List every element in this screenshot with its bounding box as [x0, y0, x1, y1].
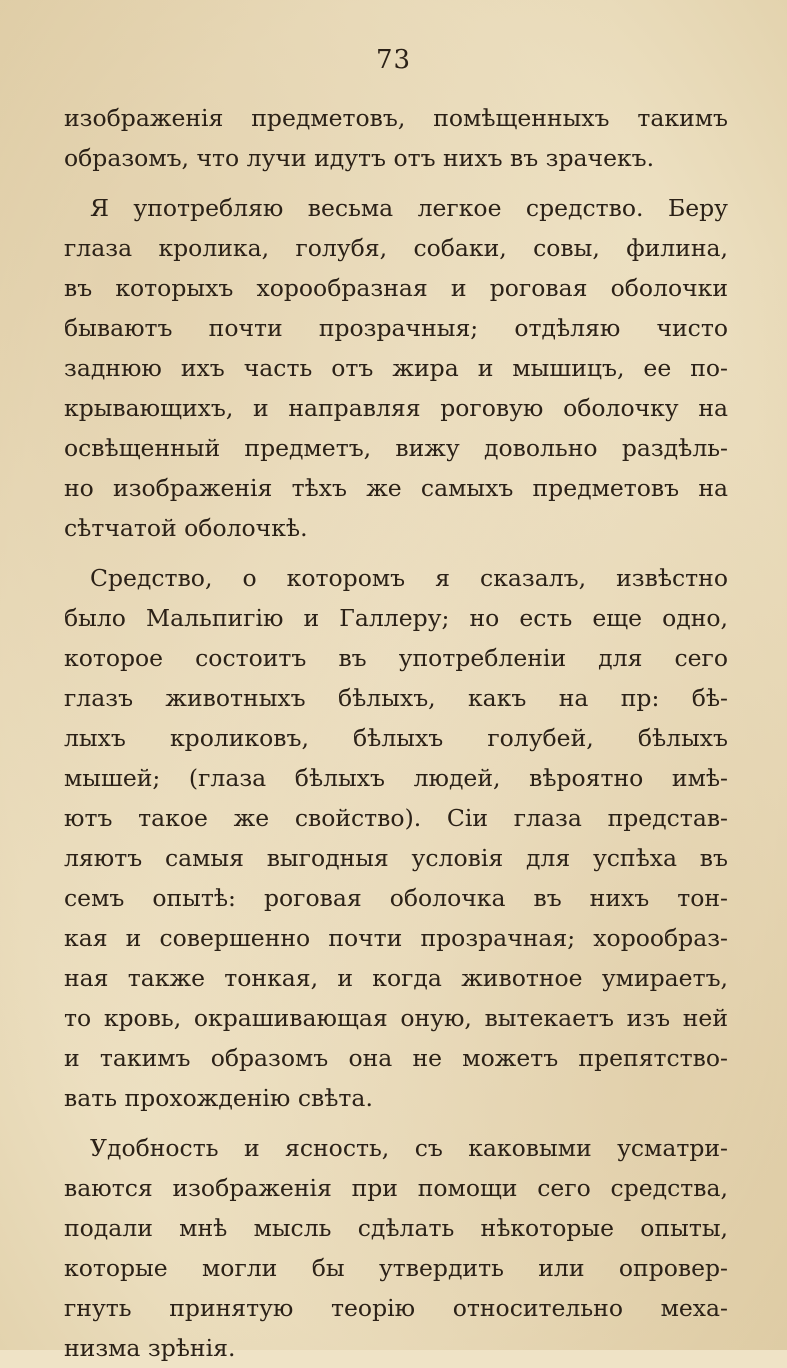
text-line: было Мальпигію и Галлеру; но есть еще одно,: [64, 604, 728, 632]
paragraph-1: [64, 98, 728, 178]
text-line: ная также тонкая, и когда животное умираетъ,: [64, 964, 728, 992]
text-line: Я употребляю весьма легкое средство. Беру: [90, 194, 728, 222]
text-line: глазъ животныхъ бѣлыхъ, какъ на пр: бѣ-: [64, 684, 728, 712]
text-line: и такимъ образомъ она не можетъ препятство-: [64, 1044, 728, 1072]
text-line: то кровь, окрашивающая оную, вытекаетъ изъ ней: [64, 1004, 728, 1032]
text-line: освѣщенный предметъ, вижу довольно раздѣль-: [64, 434, 728, 462]
paragraph-2: [64, 188, 728, 548]
text-line: ляютъ самыя выгодныя условія для успѣха въ: [64, 844, 728, 872]
text-line: кая и совершенно почти прозрачная; хорообраз-: [64, 924, 728, 952]
paragraph-3: [64, 558, 728, 1118]
text-line: но изображенія тѣхъ же самыхъ предметовъ на: [64, 474, 728, 502]
text-line: ваются изображенія при помощи сего средства,: [64, 1174, 728, 1202]
text-line: лыхъ кроликовъ, бѣлыхъ голубей, бѣлыхъ: [64, 724, 728, 752]
text-line: бываютъ почти прозрачныя; отдѣляю чисто: [64, 314, 728, 342]
paragraph-4: [64, 1128, 728, 1368]
page-number: 73: [375, 45, 412, 75]
text-line: вать прохожденію свѣта.: [64, 1084, 373, 1112]
text-line: семъ опытѣ: роговая оболочка въ нихъ тон-: [64, 884, 728, 912]
text-line: въ которыхъ хорообразная и роговая оболочки: [64, 274, 728, 302]
text-line: гнуть принятую теорію относительно меха-: [64, 1294, 728, 1322]
text-line: мышей; (глаза бѣлыхъ людей, вѣроятно имѣ-: [64, 764, 728, 792]
text-line: ютъ такое же свойство). Сіи глаза представ-: [64, 804, 728, 832]
text-line: заднюю ихъ часть отъ жира и мышицъ, ее по-: [64, 354, 728, 382]
text-line: изображенія предметовъ, помѣщенныхъ такимъ: [64, 104, 728, 132]
text-line: Средство, о которомъ я сказалъ, извѣстно: [90, 564, 728, 592]
text-line: низма зрѣнія.: [64, 1334, 236, 1362]
text-line: Удобность и ясность, съ каковыми усматри-: [90, 1134, 728, 1162]
text-line: которое состоитъ въ употребленіи для сего: [64, 644, 728, 672]
text-line: крывающихъ, и направляя роговую оболочку на: [64, 394, 728, 422]
body-text: [64, 98, 728, 1368]
text-line: сѣтчатой оболочкѣ.: [64, 514, 308, 542]
text-line: которые могли бы утвердить или опровер-: [64, 1254, 728, 1282]
text-line: образомъ, что лучи идутъ отъ нихъ въ зрачекъ.: [64, 144, 655, 172]
text-line: подали мнѣ мысль сдѣлать нѣкоторые опыты,: [64, 1214, 728, 1242]
text-line: глаза кролика, голубя, собаки, совы, филина,: [64, 234, 728, 262]
